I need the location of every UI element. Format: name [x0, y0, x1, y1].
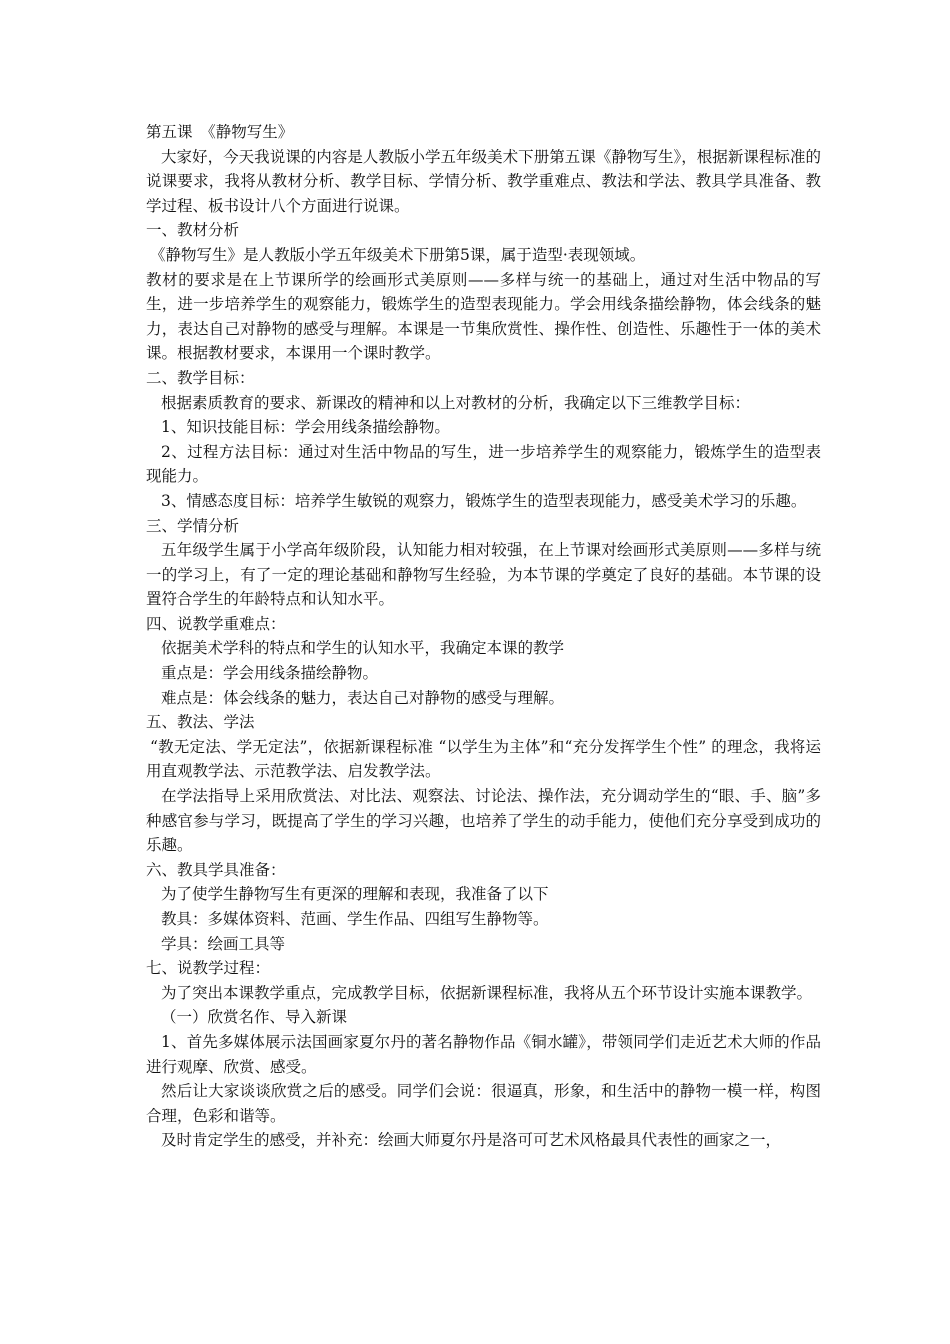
- intro-paragraph: 大家好，今天我说课的内容是人教版小学五年级美术下册第五课《静物写生》，根据新课程标准的说课要求，我将从教材分析、教学目标、学情分析、教学重难点、教法和学法、教具学具准备、教学过程、板书设计八个方面进行说课。: [146, 147, 821, 215]
- list-item: 3、情感态度目标：培养学生敏锐的观察力，锻炼学生的造型表现能力，感受美术学习的乐趣。: [161, 491, 807, 510]
- paragraph: 学具：绘画工具等: [161, 934, 286, 953]
- section-heading: 一、教材分析: [146, 221, 240, 240]
- paragraph: 难点是：体会线条的魅力，表达自己对静物的感受与理解。: [161, 688, 565, 707]
- section-heading: 七、说教学过程：: [146, 959, 271, 978]
- section-heading: 三、学情分析: [146, 516, 240, 535]
- paragraph: 1、首先多媒体展示法国画家夏尔丹的著名静物作品《铜水罐》，带领同学们走近艺术大师的作品进行观摩、欣赏、感受。: [146, 1032, 821, 1076]
- paragraph: 在学法指导上采用欣赏法、对比法、观察法、讨论法、操作法，充分调动学生的“眼、手、脑”多种感官参与学习，既提高了学生的学习兴趣，也培养了学生的动手能力，使他们充分享受到成功的乐趣。: [146, 787, 821, 855]
- section-heading: 二、教学目标：: [146, 368, 255, 387]
- subsection-heading: （一）欣赏名作、导入新课: [161, 1008, 348, 1027]
- paragraph: “教无定法、学无定法”，依据新课程标准 “以学生为主体”和“充分发挥学生个性” 的理念，我将运用直观教学法、示范教学法、启发教学法。: [146, 737, 821, 781]
- list-item: 1、知识技能目标：学会用线条描绘静物。: [161, 418, 450, 437]
- section-heading: 四、说教学重难点：: [146, 614, 286, 633]
- lesson-title: 第五课 《静物写生》: [146, 123, 294, 141]
- paragraph: 依据美术学科的特点和学生的认知水平，我确定本课的教学: [161, 639, 565, 658]
- paragraph: 教具：多媒体资料、范画、学生作品、四组写生静物等。: [161, 910, 549, 928]
- paragraph: 《静物写生》是人教版小学五年级美术下册第5课，属于造型·表现领域。: [150, 245, 646, 264]
- section-heading: 六、教具学具准备：: [146, 860, 286, 879]
- paragraph: 及时肯定学生的感受，并补充：绘画大师夏尔丹是洛可可艺术风格最具代表性的画家之一，: [161, 1131, 782, 1150]
- list-item: 2、过程方法目标：通过对生活中物品的写生，进一步培养学生的观察能力，锻炼学生的造型表现能力。: [146, 442, 821, 486]
- section-heading: 五、教法、学法: [146, 713, 255, 732]
- paragraph: 教材的要求是在上节课所学的绘画形式美原则——多样与统一的基础上，通过对生活中物品的写生，进一步培养学生的观察能力，锻炼学生的造型表现能力。学会用线条描绘静物，体会线条的魅力，表达自己对静物的感受与理解。本课是一节集欣赏性、操作性、创造性、乐趣性于一体的美术课。根据教材要求，本课用一个课时教学。: [146, 270, 821, 363]
- paragraph: 重点是：学会用线条描绘静物。: [161, 664, 379, 683]
- paragraph: 然后让大家谈谈欣赏之后的感受。同学们会说：很逼真，形象，和生活中的静物一模一样，构图合理，色彩和谐等。: [146, 1082, 821, 1125]
- paragraph: 为了突出本课教学重点，完成教学目标，依据新课程标准，我将从五个环节设计实施本课教学。: [161, 983, 813, 1002]
- document-body: [146, 120, 821, 1153]
- paragraph: 根据素质教育的要求、新课改的精神和以上对教材的分析，我确定以下三维教学目标：: [161, 393, 751, 412]
- paragraph: 五年级学生属于小学高年级阶段，认知能力相对较强，在上节课对绘画形式美原则——多样与统一的学习上，有了一定的理论基础和静物写生经验，为本节课的学奠定了良好的基础。本节课的设置符合学生的年龄特点和认知水平。: [146, 541, 821, 609]
- paragraph: 为了使学生静物写生有更深的理解和表现，我准备了以下: [161, 885, 549, 904]
